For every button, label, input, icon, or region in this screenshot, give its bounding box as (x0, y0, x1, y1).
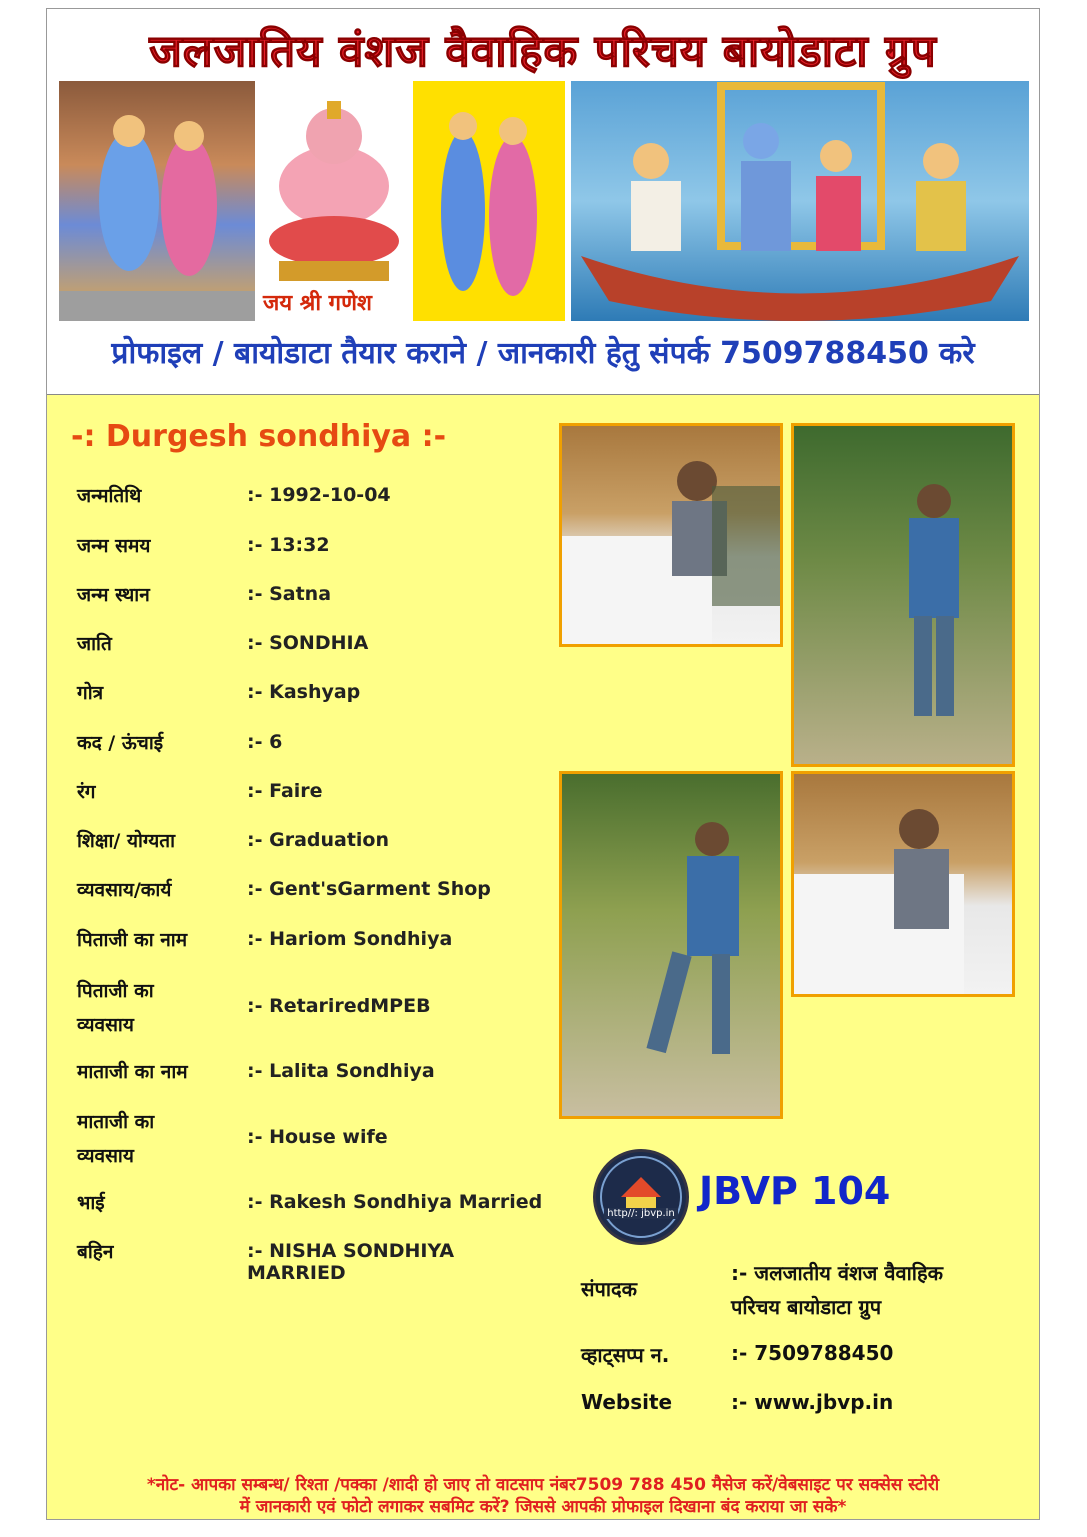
field-label: व्यवसाय/कार्य (77, 879, 172, 901)
field-label: रंग (77, 781, 96, 803)
field-value: :- Satna (247, 583, 332, 605)
field-value: :- Kashyap (247, 681, 361, 703)
field-value: :- House wife (247, 1126, 388, 1148)
ram-sita-image-2 (413, 81, 565, 321)
editor-label: संपादक (581, 1277, 638, 1301)
field-label: पिताजी का व्यवसाय (77, 980, 154, 1036)
field-label: जन्म समय (77, 535, 151, 557)
field-label: पिताजी का नाम (77, 929, 188, 951)
field-value: :- SONDHIA (247, 632, 369, 654)
field-label: कद / ऊंचाई (77, 732, 164, 754)
field-label: माताजी का नाम (77, 1061, 188, 1083)
footer-note-line1: *नोट- आपका सम्बन्ध/ रिश्ता /पक्का /शादी हो जाए तो वाटसाप नंबर7509 788 450 मैसेज करें/वेबसाइट पर सक्सेस स्टोरी (146, 1475, 940, 1495)
profile-photo-4 (791, 771, 1015, 997)
photo-person-car (562, 426, 780, 644)
whatsapp-value: :- 7509788450 (731, 1341, 894, 1365)
ram-sita-illustration (59, 81, 255, 321)
field-value: :- 1992-10-04 (247, 484, 391, 506)
field-label: बहिन (77, 1241, 114, 1263)
profile-photo-1 (559, 423, 783, 647)
ganesh-illustration (259, 81, 409, 321)
footer-note (57, 1474, 1029, 1518)
field-label: जन्म स्थान (77, 584, 150, 606)
field-label: भाई (77, 1192, 105, 1214)
field-value: :- Faire (247, 780, 323, 802)
boat-scene-image (571, 81, 1029, 321)
profile-photo-2 (791, 423, 1015, 767)
photo-person-field (794, 426, 1012, 764)
ganesh-image (259, 81, 409, 321)
photo-person-car-2 (794, 774, 1012, 994)
website-link[interactable]: :- www.jbvp.in (731, 1390, 894, 1414)
biodata-sheet (46, 8, 1040, 1520)
ram-sita-image-1 (59, 81, 255, 321)
field-value: :- Graduation (247, 829, 390, 851)
field-label: जन्मतिथि (77, 485, 142, 507)
website-label: Website (581, 1390, 673, 1414)
ram-sita-illustration-2 (413, 81, 565, 321)
field-value: :- Lalita Sondhiya (247, 1060, 435, 1082)
contact-line: प्रोफाइल / बायोडाटा तैयार कराने / जानकारी हेतु संपर्क 7509788450 करे (111, 336, 975, 371)
profile-name: -: Durgesh sondhiya :- (71, 419, 447, 454)
logo-graphic (596, 1152, 686, 1242)
field-value: :- Hariom Sondhiya (247, 928, 453, 950)
field-value: :- Gent'sGarment Shop (247, 878, 491, 900)
header-banner (47, 9, 1039, 395)
field-value: :- 13:32 (247, 534, 330, 556)
field-value: :- Rakesh Sondhiya Married (247, 1191, 543, 1213)
editor-value-line2: परिचय बायोडाटा ग्रुप (731, 1295, 882, 1319)
profile-photo-3 (559, 771, 783, 1119)
group-title: जलजातिय वंशज वैवाहिक परिचय बायोडाटा ग्रुप (149, 26, 937, 77)
field-value: :- RetariredMPEB (247, 995, 431, 1017)
field-value: :- 6 (247, 731, 283, 753)
boat-scene-illustration (571, 81, 1029, 321)
field-label: गोत्र (77, 682, 104, 704)
photo-person-field-2 (562, 774, 780, 1116)
jbvp-logo (593, 1149, 689, 1245)
logo-text: http//: jbvp.in (604, 1208, 678, 1219)
profile-code: JBVP 104 (699, 1169, 891, 1213)
field-label: माताजी का व्यवसाय (77, 1111, 155, 1167)
editor-value-line1: :- जलजातीय वंशज वैवाहिक (731, 1261, 943, 1285)
field-label: शिक्षा/ योग्यता (77, 830, 175, 852)
field-value: :- NISHA SONDHIYA MARRIED (247, 1240, 455, 1284)
jai-shri-ganesh-text: जय श्री गणेश (263, 291, 372, 316)
field-label: जाति (77, 633, 112, 655)
footer-note-line2: में जानकारी एवं फोटो लगाकर सबमिट करें? जिससे आपकी प्रोफाइल दिखाना बंद कराया जा सके* (239, 1497, 847, 1517)
whatsapp-label: व्हाट्सप्प न. (581, 1343, 670, 1367)
